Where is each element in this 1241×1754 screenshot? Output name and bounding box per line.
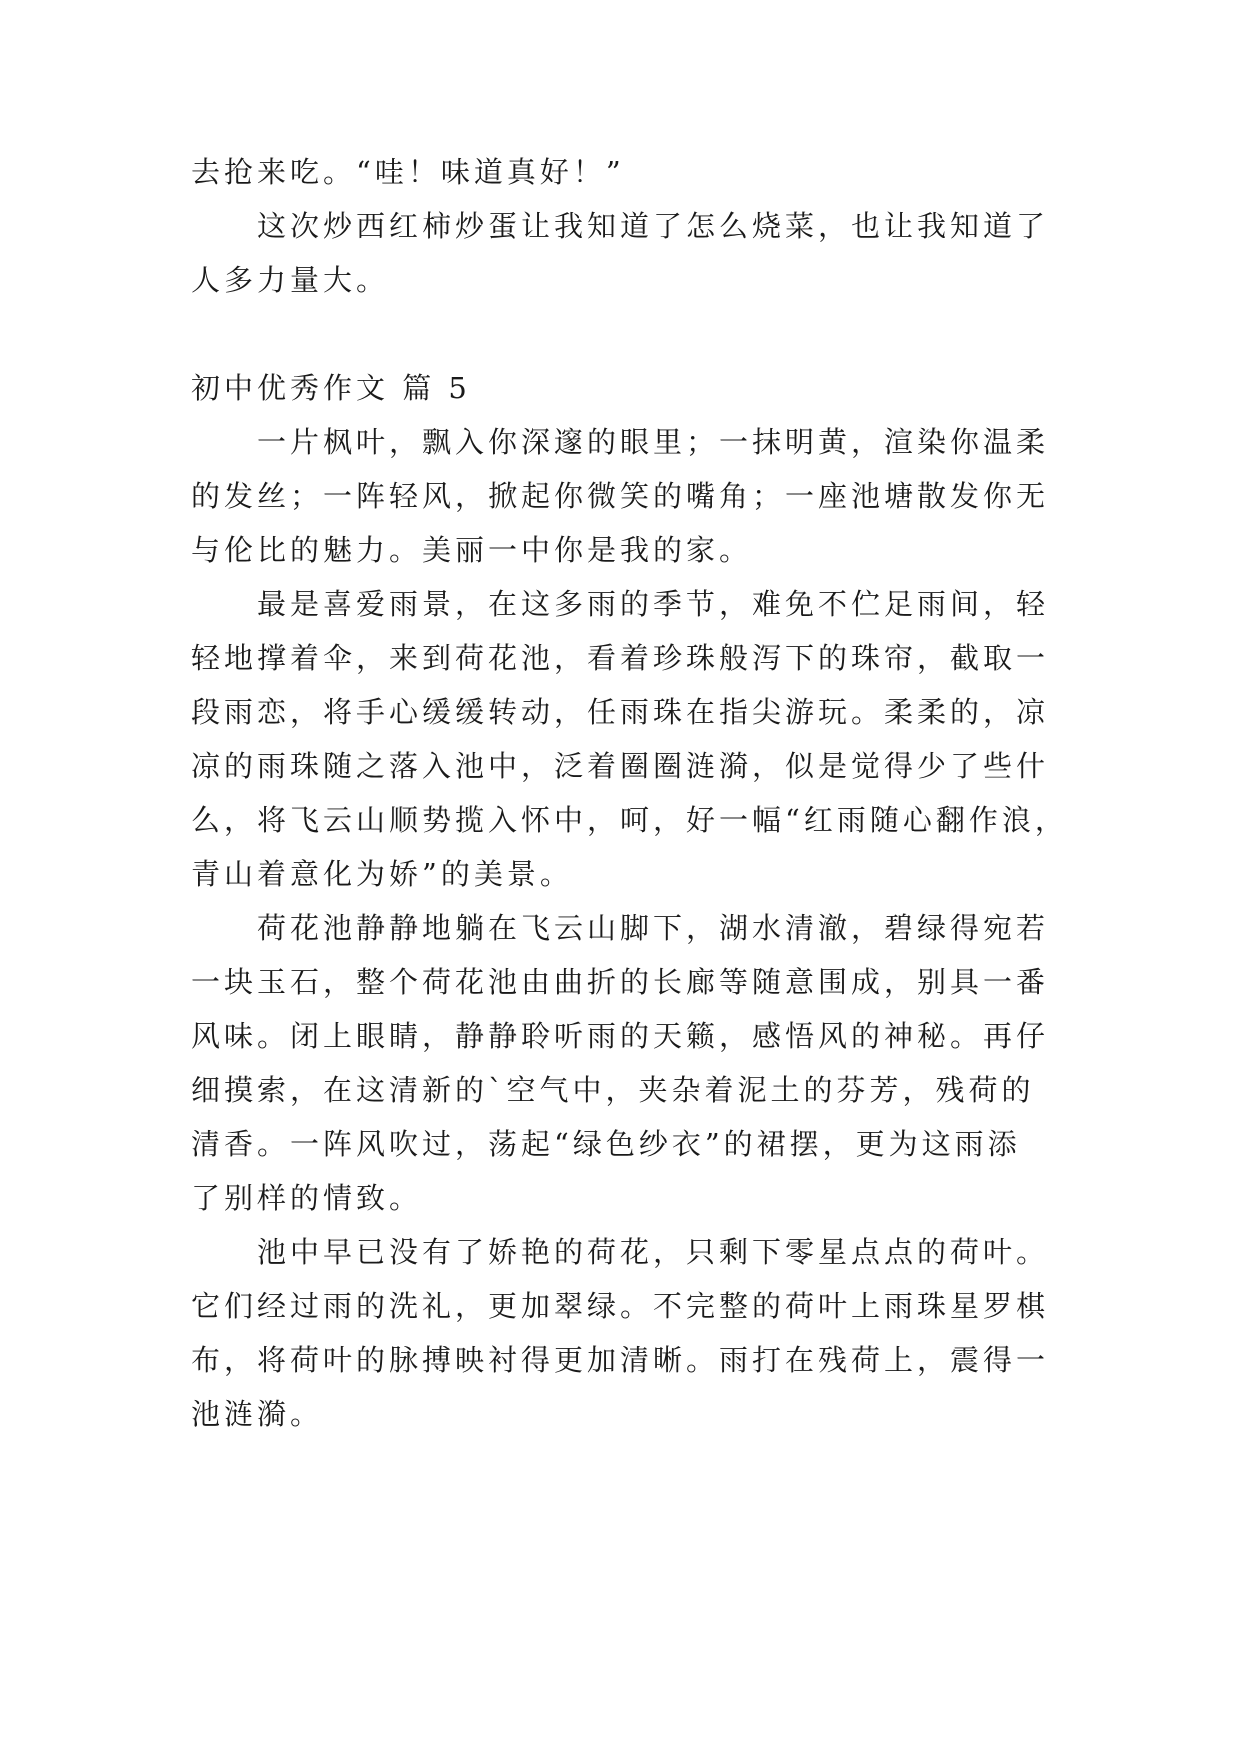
text-line: 人多力量大。: [191, 263, 390, 297]
text-line: 荷花池静静地躺在飞云山脚下，湖水清澈，碧绿得宛若: [257, 911, 1050, 945]
text-line: 轻地撑着伞，来到荷花池，看着珍珠般泻下的珠帘，截取一: [191, 641, 1050, 675]
text-line: 池中早已没有了娇艳的荷花，只剩下零星点点的荷叶。: [257, 1235, 1050, 1269]
text-line: 段雨恋，将手心缓缓转动，任雨珠在指尖游玩。柔柔的，凉: [191, 695, 1050, 729]
text-line: 一片枫叶，飘入你深邃的眼里；一抹明黄，渲染你温柔: [257, 425, 1050, 459]
text-line: 凉的雨珠随之落入池中，泛着圈圈涟漪，似是觉得少了些什: [191, 749, 1050, 783]
text-line: 的发丝；一阵轻风，掀起你微笑的嘴角；一座池塘散发你无: [191, 479, 1050, 513]
text-line: 这次炒西红柿炒蛋让我知道了怎么烧菜，也让我知道了: [257, 209, 1050, 243]
text-line: 风味。闭上眼睛，静静聆听雨的天籁，感悟风的神秘。再仔: [191, 1019, 1050, 1053]
text-line: 布，将荷叶的脉搏映衬得更加清晰。雨打在残荷上，震得一: [191, 1343, 1050, 1377]
text-line: 一块玉石，整个荷花池由曲折的长廊等随意围成，别具一番: [191, 965, 1050, 999]
text-line: 青山着意化为娇”的美景。: [191, 857, 573, 891]
text-line: 它们经过雨的洗礼，更加翠绿。不完整的荷叶上雨珠星罗棋: [191, 1289, 1050, 1323]
section-heading: 初中优秀作文 篇 5: [191, 371, 471, 405]
text-line: 清香。一阵风吹过，荡起“绿色纱衣”的裙摆，更为这雨添: [191, 1127, 1021, 1161]
text-line: 去抢来吃。“哇！味道真好！”: [191, 155, 625, 189]
text-line: 细摸索，在这清新的`空气中，夹杂着泥土的芬芳，残荷的: [191, 1073, 1035, 1107]
text-line: 了别样的情致。: [191, 1181, 423, 1215]
text-line: 池涟漪。: [191, 1397, 324, 1431]
text-line: 最是喜爱雨景，在这多雨的季节，难免不伫足雨间，轻: [257, 587, 1050, 621]
text-line: 与伦比的魅力。美丽一中你是我的家。: [191, 533, 753, 567]
text-line: 么，将飞云山顺势揽入怀中，呵，好一幅“红雨随心翻作浪，: [191, 803, 1068, 837]
